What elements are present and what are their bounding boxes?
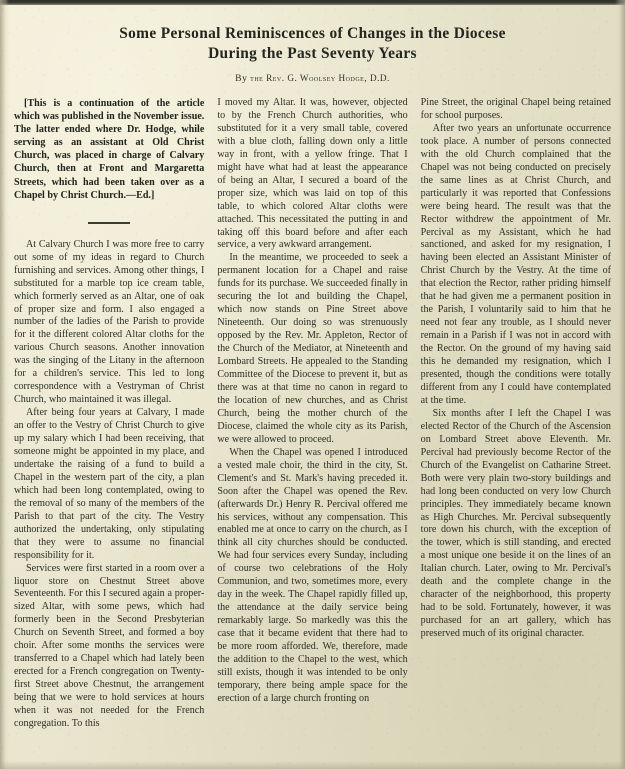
column-1 <box>14 97 204 731</box>
paragraph: After two years an unfortunate occurrence took place. A number of persons connected with the old Church complained that the Chapel was not being conducted on precisely the same lines as at Christ Church, and particularly it was reported that Confessions were being heard. The result was that the Rector withdrew the appointment of Mr. Percival as my Assistant, which he had sanctioned, and asked for my resignation, I having been elected an Assistant Minister of Christ Church by the Vestry. At the time of that election the Rector, rather priding himself that he had given me a permanent position in the Parish, I voluntarily said to him that he need not fear any trouble, as I should never remain in a Parish if I was not in accord with the Rector. On the ground of my having said this he demanded my resignation, which I presented, though the conditions were totally different from any I could have contemplated at the time. <box>420 122 611 406</box>
paragraph: When the Chapel was opened I introduced a vested male choir, the third in the city, St. Clement's and St. Mark's having preceded it. Soon after the Chapel was opened the Rev. (afterwards Dr.) Henry R. Percival offered me his services, without any compensation. This enabled me at once to carry on the church, as I think all city churches should be conducted. We had four services every Sunday, including of course two celebrations of the Holy Communion, and two, sometimes more, every day in the week. The Chapel rapidly filled up, the attendance at the daily service being remarkably large. So markedly was this the case that it became evident that there had to be more room afforded. We, therefore, made the addition to the Chapel to the west, which still exists, though it was intended to be only temporary, there being ample space for the erection of a large church fronting on <box>217 446 408 704</box>
byline-author: the Rev. G. Woolsey Hodge, D.D. <box>250 73 390 83</box>
byline <box>14 73 611 84</box>
column-2 <box>217 97 407 706</box>
article-header <box>14 5 611 84</box>
divider-rule <box>88 222 130 224</box>
page-title-line-2: During the Past Seventy Years <box>208 45 417 62</box>
paragraph: At Calvary Church I was more free to carry out some of my ideas in regard to Church furnishing and services. Among other things, I substituted for a marble top ice cream table, which formerly served as an Altar, one of oak of proper size and form. I also engaged a number of the ladies of the Parish to provide for it the different colored Altar cloths for the various Church seasons. Another innovation was the singing of the Litany in the afternoon for a children's service. This led to long correspondence with a Vestryman of Christ Church, who maintained it was illegal. <box>14 238 205 406</box>
byline-lead: By <box>235 73 248 84</box>
editorial-note: [This is a continuation of the article which was published in the November issue. The latter ended where Dr. Hodge, while serving as an assistant at Old Christ Church, was placed in charge of Calvary Church, then at Front and Margaretta Streets, which had been taken over as a Chapel by Christ Church.—Ed.] <box>14 98 205 201</box>
paragraph: Six months after I left the Chapel I was elected Rector of the Church of the Ascension on Lombard Street above Eleventh. Mr. Percival had previously become Rector of the Church of the Evangelist on Catharine Street. Both were very plain two-story buildings and had long been conducted on very low Church principles. They immediately became known as High Churches. Mr. Percival subsequently tore down his church, with the exception of the tower, which is still standing, and erected a most unique one beside it on the lines of an Italian church. Later, owing to Mr. Percival's death and the complete change in the character of the neighborhood, this property had to be sold. Fortunately, however, it was purchased for an art gallery, which has preserved much of its original character. <box>420 407 611 640</box>
page-content <box>0 5 625 769</box>
paragraph: After being four years at Calvary, I made an offer to the Vestry of Christ Church to give up my salary which I had been receiving, that someone might be appointed in my place, and undertake the raising of a fund to build a Chapel in the western part of the city, a plan which had been long contemplated, owing to the removal of so many of the members of the Parish to that part of the city. The Vestry authorized the undertaking, only stipulating that they were to assume no financial responsibility for it. <box>14 407 205 561</box>
paragraph: Services were first started in a room over a liquor store on Chestnut Street above Seventeenth. For this I secured again a proper-sized Altar, with some pews, which had formerly been in the Second Presbyterian Church on Seventh Street, and formed a boy choir. After some months the services were transferred to a Chapel which had lately been erected for a French congregation on Twenty-first Street above Chestnut, the arrangement being that we were to hold services at hours when it was not needed for the French congregation. To this <box>14 562 205 730</box>
article-columns <box>14 97 611 731</box>
paragraph: Pine Street, the original Chapel being retained for school purposes. <box>420 97 611 121</box>
page-title-line-1: Some Personal Reminiscences of Changes in the Diocese <box>119 25 506 42</box>
column-3 <box>421 97 611 641</box>
section-divider <box>14 211 204 229</box>
paragraph: In the meantime, we proceeded to seek a permanent location for a Chapel and raise funds for its purchase. We succeeded finally in securing the lot and building the Chapel, which now stands on Pine Street above Nineteenth. Our doing so was strenuously opposed by the Rev. Mr. Appleton, Rector of the Church of the Mediator, at Nineteenth and Lombard Streets. He appealed to the Standing Committee of the Diocese to prevent it, but as there was at that time no canon in regard to the location of new churches, and as Christ Church, being the mother church of the Diocese, claimed the whole city as its Parish, we were allowed to proceed. <box>217 252 408 445</box>
paragraph: I moved my Altar. It was, however, objected to by the French Church authorities, who substituted for it a very small table, covered with a blue cloth, falling down only a little way in front, with a yellow fringe. That I might have what had at least the appearance of being an Altar, I secured a board of the proper size, which was laid on top of this table, to which colored Altar cloths were attached. This necessitated the putting in and taking off this board before and after each service, a very awkward arrangement. <box>217 97 408 251</box>
